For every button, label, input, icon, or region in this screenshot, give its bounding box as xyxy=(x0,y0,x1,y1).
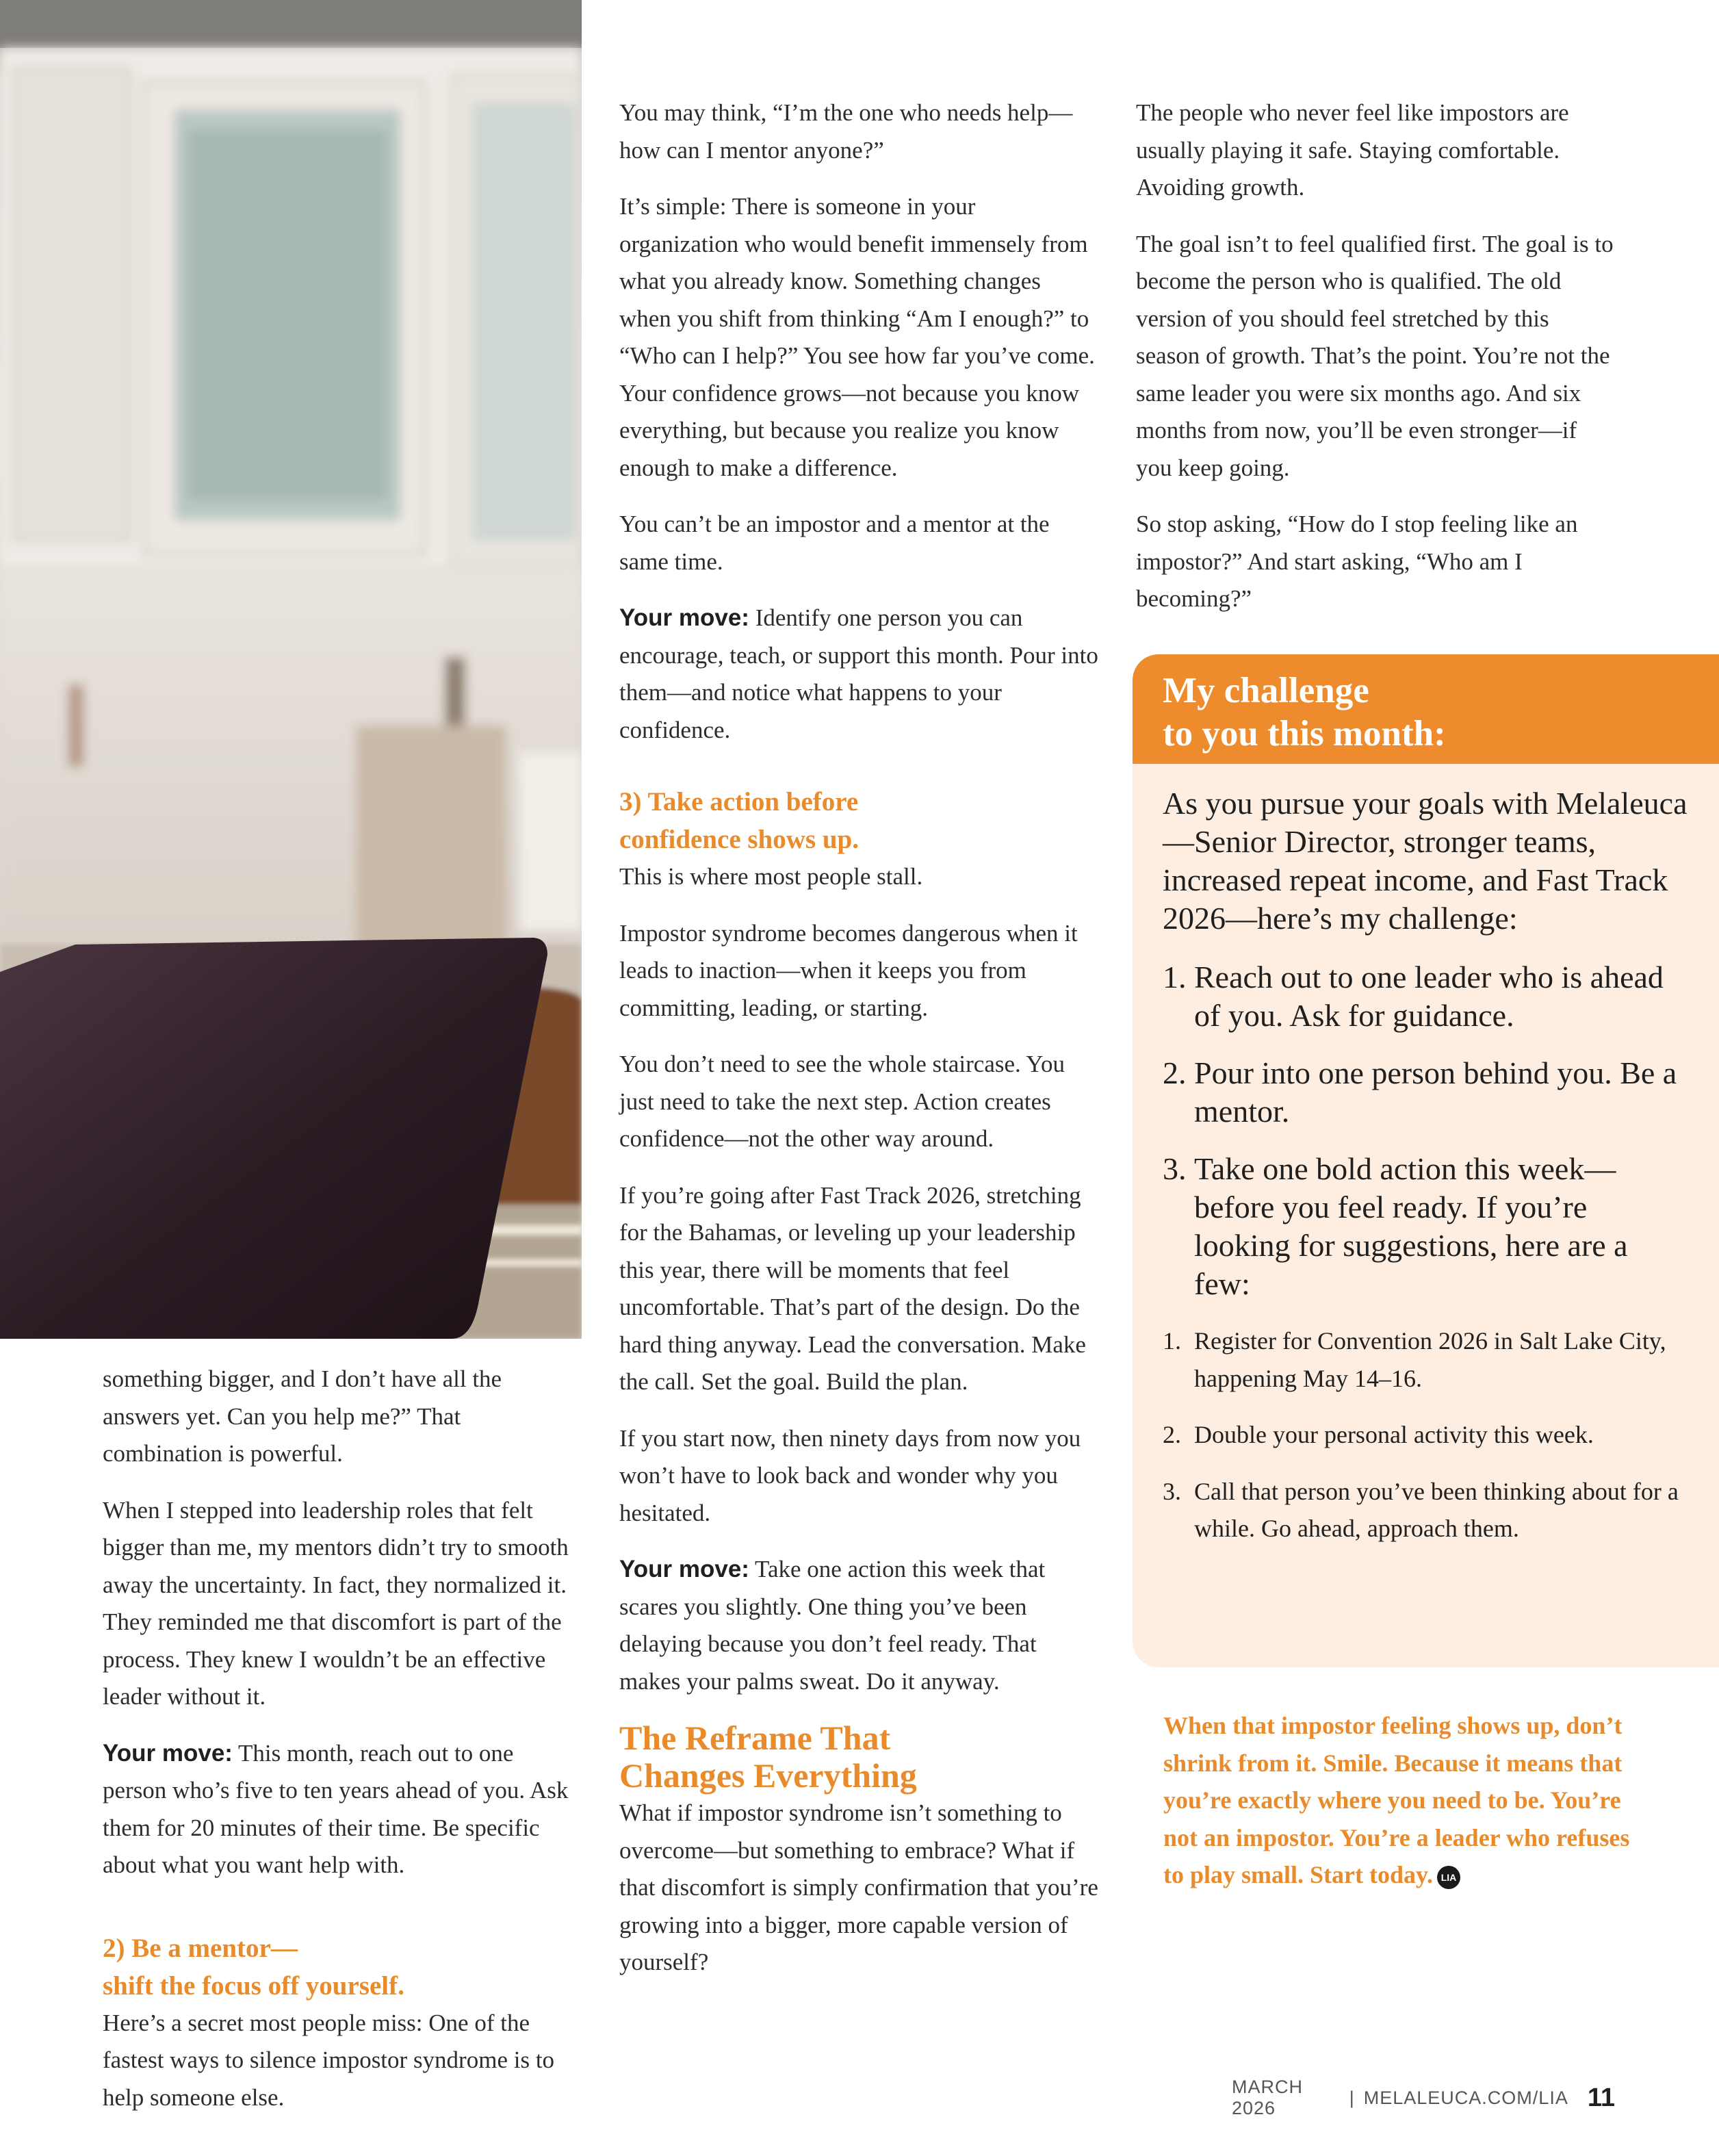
lia-logo-icon: LIA xyxy=(1437,1866,1460,1889)
col2-your-move-2 xyxy=(619,1551,1098,1700)
section-heading-line-1: The Reframe That xyxy=(619,1719,891,1757)
col1-paragraph-1: something bigger, and I don’t have all the answers yet. Can you help me?” That combination is powerful. xyxy=(103,1365,502,1467)
challenge-box-header xyxy=(1133,654,1719,764)
challenge-item xyxy=(1163,1054,1689,1131)
subheading-line-1: 3) Take action before xyxy=(619,787,859,817)
challenge-list xyxy=(1163,958,1689,1303)
your-move-text: This month, reach out to one person who’s five to ten years ahead of you. Ask them for 20 minutes of their time. Be specific about what you want help with. xyxy=(103,1739,569,1878)
item-number: 2. xyxy=(1163,1055,1187,1090)
column-middle xyxy=(619,94,1098,2001)
col1-your-move xyxy=(103,1735,582,1884)
challenge-item xyxy=(1163,958,1689,1035)
closing-text: When that impostor feeling shows up, don’t shrink from it. Smile. Because it means that you’re exactly where you need to be. You’re not an impostor. You’re a leader who refuses to play small. Start today. xyxy=(1163,1712,1630,1888)
item-number: 1. xyxy=(1163,1327,1181,1355)
item-number: 1. xyxy=(1163,960,1187,994)
challenge-box-body xyxy=(1133,764,1719,1667)
column-right xyxy=(1136,94,1618,637)
suggestion-list xyxy=(1163,1322,1689,1548)
challenge-item xyxy=(1163,1150,1689,1303)
column-left xyxy=(103,1361,582,2135)
col2-paragraph-9: What if impostor syndrome isn’t something to overcome—but something to embrace? What if that discomfort is simply confirmation that you’re growing into a bigger, more capable version of yourself? xyxy=(619,1799,1098,1975)
item-number: 3. xyxy=(1163,1477,1181,1505)
col2-paragraph-1: You may think, “I’m the one who needs help—how can I mentor anyone?” xyxy=(619,99,1073,164)
subheading-line-1: 2) Be a mentor— xyxy=(103,1933,298,1963)
col3-paragraph-2: The goal isn’t to feel qualified first. The goal is to become the person who is qualified. The old version of you should feel stretched by this season of growth. That’s the point. You’re not the same leader you were six months ago. And six months from now, you’ll be even stronger—if you keep going. xyxy=(1136,230,1614,481)
col2-paragraph-4: This is where most people stall. xyxy=(619,863,923,890)
section-heading-reframe xyxy=(619,1719,1098,1795)
col1-paragraph-2: When I stepped into leadership roles that felt bigger than me, my mentors didn’t try to smooth away the uncertainty. In fact, they normalized it. They reminded me that discomfort is part of the process. They knew I wouldn’t be an effective leader without it. xyxy=(103,1496,569,1710)
your-move-label: Your move: xyxy=(619,1556,749,1582)
challenge-intro: As you pursue your goals with Melaleuca—Senior Director, stronger teams, increased repeat income, and Fast Track 2026—here’s my challenge: xyxy=(1163,786,1688,936)
challenge-title-line-1: My challenge xyxy=(1163,671,1369,710)
footer-issue: MARCH 2026 xyxy=(1232,2077,1303,2118)
footer-website-link[interactable]: MELALEUCA.COM/LIA xyxy=(1363,2087,1568,2108)
your-move-text: Take one action this week that scares you slightly. One thing you’ve been delaying because you don’t feel ready. That makes your palms sweat. Do it anyway. xyxy=(619,1556,1046,1695)
your-move-label: Your move: xyxy=(103,1739,233,1767)
item-text: Pour into one person behind you. Be a mentor. xyxy=(1194,1055,1677,1129)
col2-paragraph-5: Impostor syndrome becomes dangerous when it leads to inaction—when it keeps you from committing, leading, or starting. xyxy=(619,919,1078,1021)
laptop-screen xyxy=(0,938,547,1339)
subheading-line-2: confidence shows up. xyxy=(619,825,859,854)
item-text: Call that person you’ve been thinking about for a while. Go ahead, approach them. xyxy=(1194,1477,1679,1542)
col1-paragraph-3: Here’s a secret most people miss: One of the fastest ways to silence impostor syndrome is to help someone else. xyxy=(103,2009,555,2111)
challenge-title-line-2: to you this month: xyxy=(1163,714,1446,754)
photo-illustration xyxy=(0,0,582,1339)
col2-paragraph-3: You can’t be an impostor and a mentor at the same time. xyxy=(619,511,1050,575)
item-text: Take one bold action this week—before you feel ready. If you’re looking for suggestions, here are a few: xyxy=(1194,1151,1628,1301)
subheading-take-action xyxy=(619,783,1098,858)
subheading-line-2: shift the focus off yourself. xyxy=(103,1971,404,2001)
closing-statement xyxy=(1163,1707,1656,1894)
suggestion-item xyxy=(1163,1416,1689,1454)
col2-paragraph-2: It’s simple: There is someone in your organization who would benefit immensely from what you already know. Something changes when you shift from thinking “Am I enough?” to “Who can I help?” You see how far you’ve come. Your confidence grows—not because you know everything, but because you realize you know enough to make a difference. xyxy=(619,193,1095,481)
item-text: Register for Convention 2026 in Salt Lake City, happening May 14–16. xyxy=(1194,1327,1666,1392)
col2-paragraph-8: If you start now, then ninety days from now you won’t have to look back and wonder why you hesitated. xyxy=(619,1424,1081,1526)
suggestion-item xyxy=(1163,1322,1689,1397)
footer-separator: | xyxy=(1349,2087,1354,2108)
kitchen-laptop-photo xyxy=(0,0,582,1339)
item-number: 2. xyxy=(1163,1421,1181,1448)
col2-paragraph-7: If you’re going after Fast Track 2026, stretching for the Bahamas, or leveling up your leadership this year, there will be moments that feel uncomfortable. That’s part of the design. Do the hard thing anyway. Lead the conversation. Make the call. Set the goal. Build the plan. xyxy=(619,1181,1086,1395)
backsplash xyxy=(0,568,582,958)
suggestion-item xyxy=(1163,1473,1689,1548)
section-heading-line-2: Changes Everything xyxy=(619,1756,917,1795)
your-move-text: Identify one person you can encourage, teach, or support this month. Pour into them—and notice what happens to your confidence. xyxy=(619,604,1098,743)
page-number: 11 xyxy=(1587,2083,1615,2112)
item-number: 3. xyxy=(1163,1151,1187,1186)
item-text: Reach out to one leader who is ahead of you. Ask for guidance. xyxy=(1194,960,1664,1033)
page-footer xyxy=(1232,2077,1615,2118)
ceiling-shadow xyxy=(0,0,582,48)
col2-paragraph-6: You don’t need to see the whole staircase. You just need to take the next step. Action creates confidence—not the other way around. xyxy=(619,1051,1065,1152)
col3-paragraph-3: So stop asking, “How do I stop feeling like an impostor?” And start asking, “Who am I becoming?” xyxy=(1136,511,1578,612)
col2-your-move-1 xyxy=(619,600,1098,749)
cabinets xyxy=(0,48,582,568)
col3-paragraph-1: The people who never feel like impostors are usually playing it safe. Staying comfortable. Avoiding growth. xyxy=(1136,99,1569,201)
subheading-be-a-mentor xyxy=(103,1929,582,2005)
item-text: Double your personal activity this week. xyxy=(1194,1421,1594,1448)
your-move-label: Your move: xyxy=(619,604,749,631)
